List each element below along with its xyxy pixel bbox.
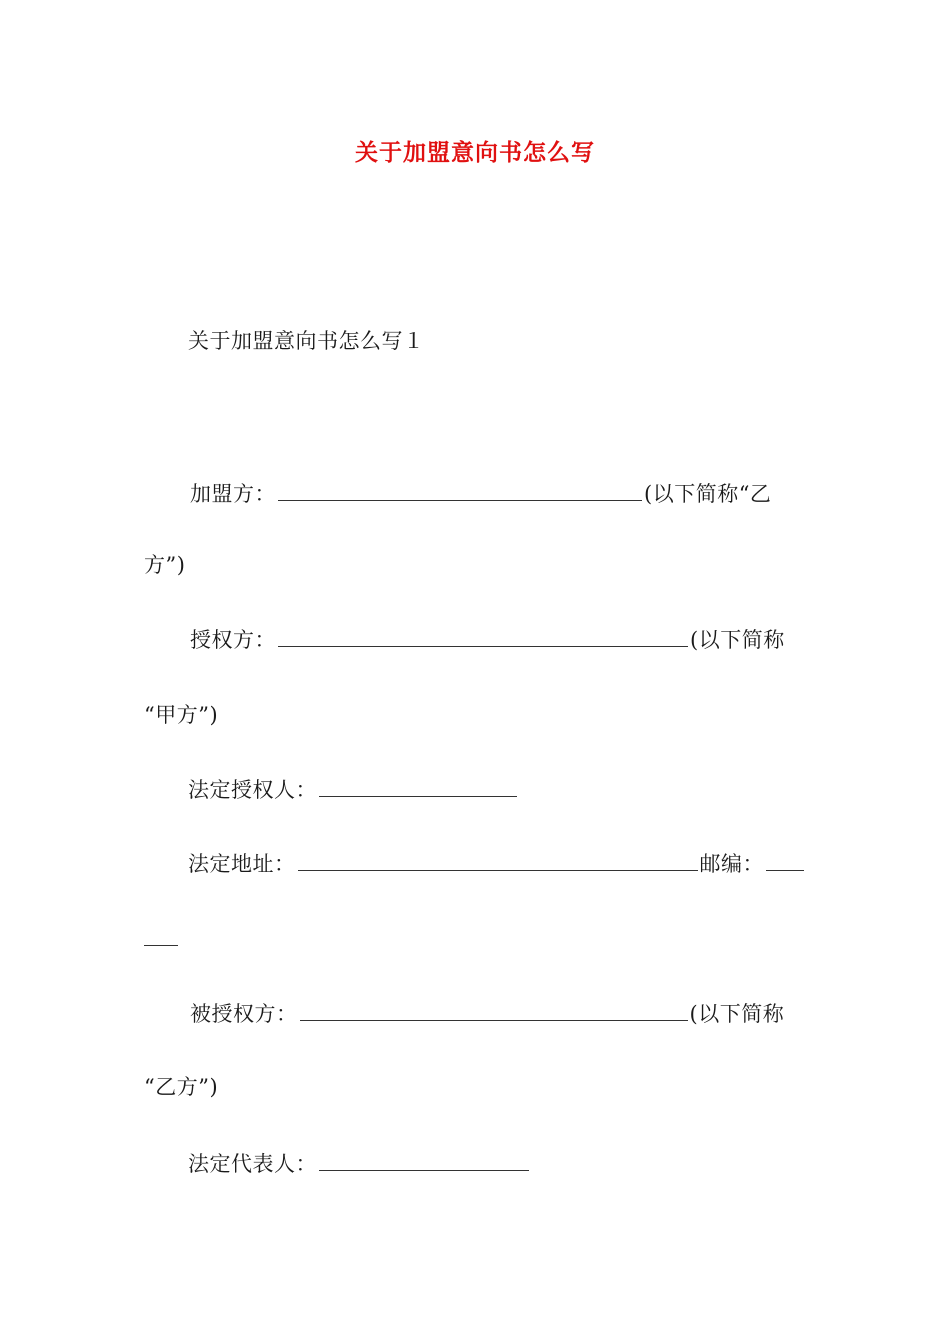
authorized-party-suffix-cont: “乙方”) (144, 1075, 219, 1099)
authorized-party-blank[interactable] (300, 998, 688, 1021)
franchisee-suffix: (以下简称“乙 (644, 482, 772, 506)
legal-address-line (188, 848, 806, 879)
authorized-party-suffix: (以下简称 (689, 1002, 785, 1026)
franchisee-suffix-cont: 方”) (144, 553, 186, 577)
legal-authorizer-blank[interactable] (319, 774, 517, 797)
postcode-label: 邮编： (699, 852, 764, 876)
authorized-party-label: 被授权方： (190, 1002, 298, 1026)
authorizer-suffix-cont: “甲方”) (144, 703, 219, 727)
section-heading: 关于加盟意向书怎么写１ (188, 329, 425, 353)
authorizer-blank[interactable] (278, 624, 688, 647)
legal-address-label: 法定地址： (188, 852, 296, 876)
authorizer-suffix: (以下简称 (690, 628, 785, 652)
postcode-blank[interactable] (766, 848, 804, 871)
legal-representative-label: 法定代表人： (188, 1152, 317, 1176)
legal-address-blank[interactable] (298, 848, 698, 871)
legal-authorizer-line (188, 774, 519, 805)
franchisee-line (190, 478, 771, 509)
legal-representative-line (188, 1148, 531, 1179)
authorizer-label: 授权方： (190, 628, 276, 652)
document-title: 关于加盟意向书怎么写 (355, 140, 595, 166)
franchisee-label: 加盟方： (190, 482, 276, 506)
legal-authorizer-label: 法定授权人： (188, 778, 317, 802)
franchisee-blank[interactable] (278, 478, 642, 501)
authorizer-line (190, 624, 785, 655)
postcode-blank-cont (144, 945, 178, 946)
legal-representative-blank[interactable] (319, 1148, 529, 1171)
authorized-party-line (190, 998, 784, 1029)
